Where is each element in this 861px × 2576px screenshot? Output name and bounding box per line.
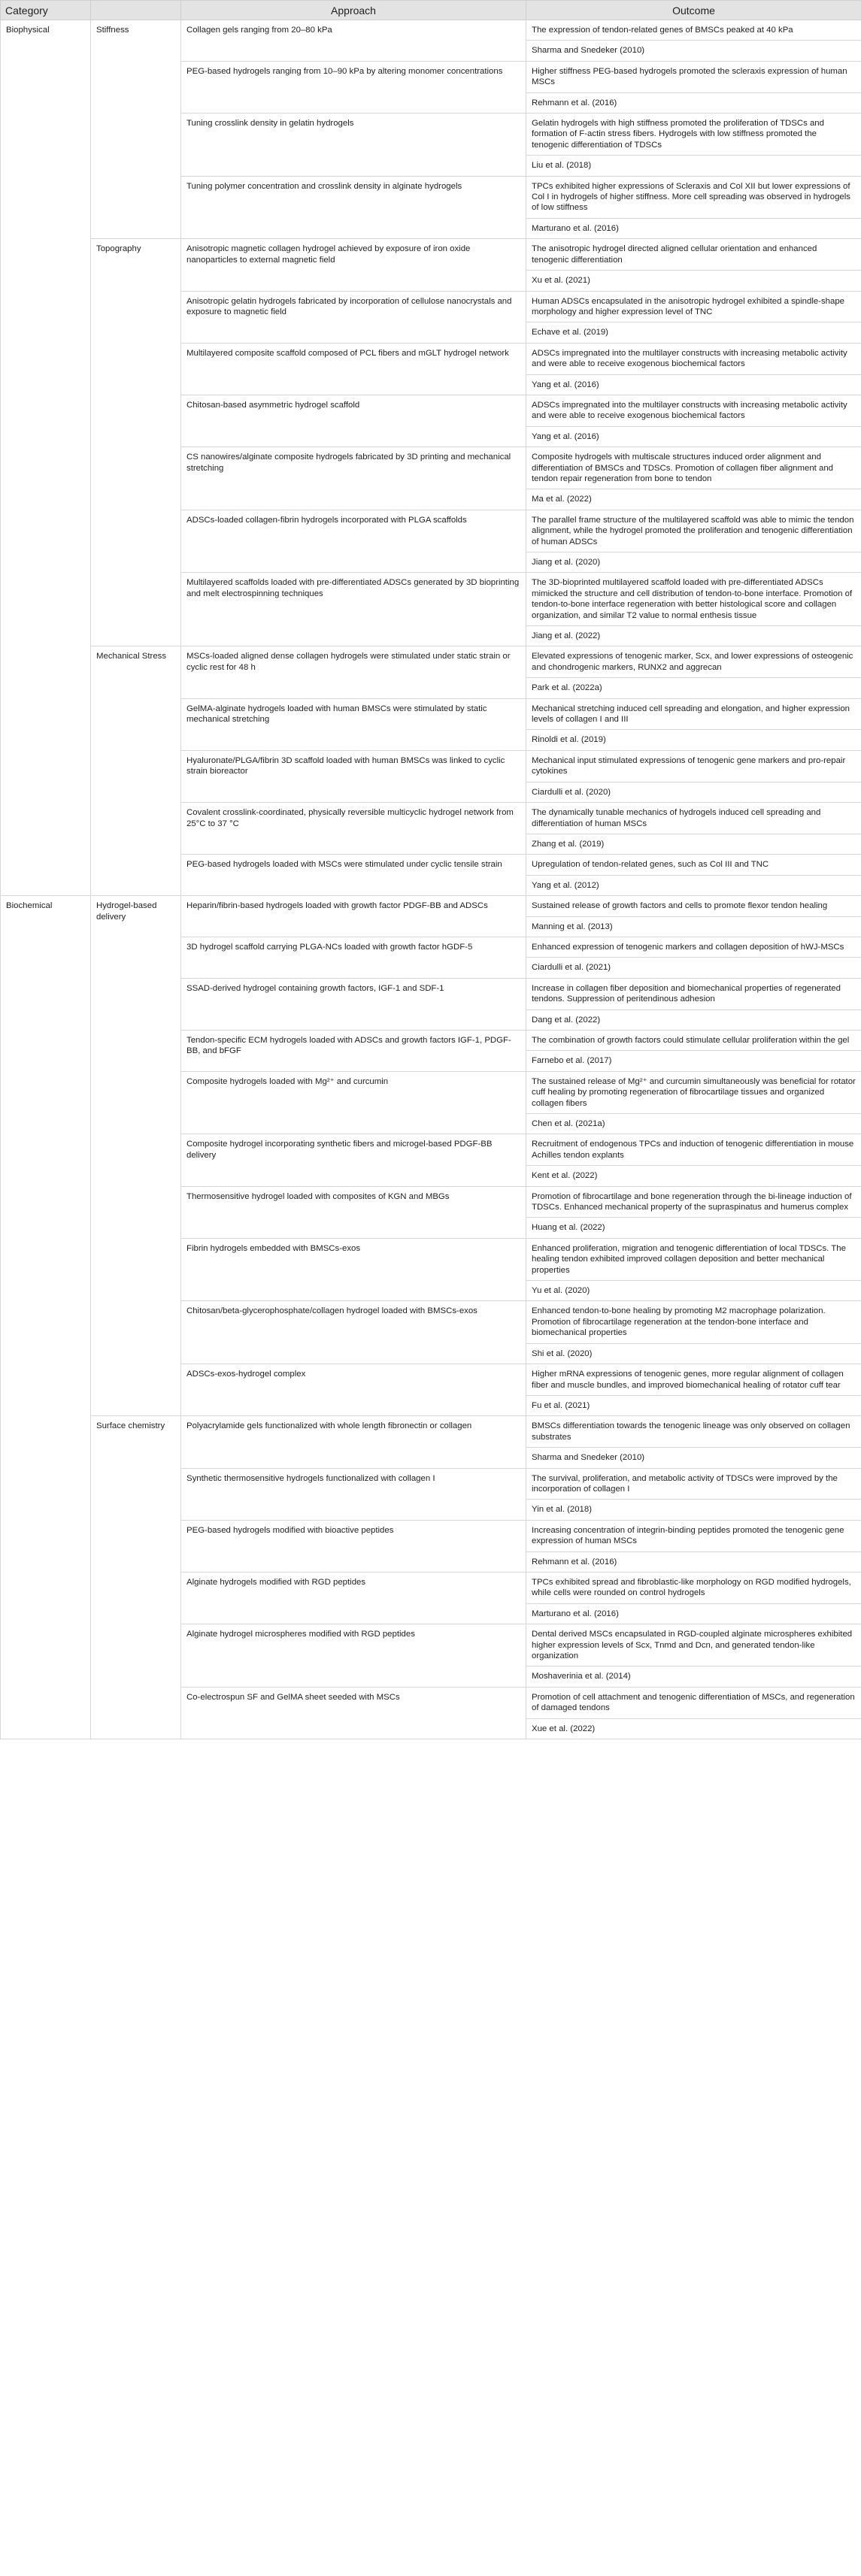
table-row <box>1 1520 861 1572</box>
reference-link[interactable]: Ciardulli et al. (2020) <box>526 782 861 802</box>
table-row <box>1 573 861 646</box>
table-row <box>1 896 861 937</box>
approach-cell: CS nanowires/alginate composite hydrogels fabricated by 3D printing and mechanical stretching <box>181 447 526 510</box>
outcome-text: Recruitment of endogenous TPCs and induction of tenogenic differentiation in mouse Achilles tendon explants <box>532 1140 854 1160</box>
reference-link[interactable]: Fu et al. (2021) <box>526 1395 861 1415</box>
approach-cell: SSAD-derived hydrogel containing growth factors, IGF-1 and SDF-1 <box>181 978 526 1030</box>
outcome-cell <box>526 1624 861 1688</box>
approach-cell: Chitosan/beta-glycerophosphate/collagen hydrogel loaded with BMSCs-exos <box>181 1301 526 1364</box>
outcome-cell <box>526 1238 861 1301</box>
reference-link[interactable]: Marturano et al. (2016) <box>526 218 861 238</box>
outcome-text: Dental derived MSCs encapsulated in RGD-coupled alginate microspheres exhibited higher expression levels of Scx, Tnmd and Dcn, and generated tendon-like organization <box>532 1630 853 1660</box>
table-row <box>1 750 861 802</box>
table-row <box>1 343 861 395</box>
outcome-text: The 3D-bioprinted multilayered scaffold loaded with pre-differentiated ADSCs mimicked the structure and cell distribution of tendon-to-bone interface. Promotion of tendon-to-bone interface regeneration with better histological score and collagen organization, and similar T2 value to normal enthesis tissue <box>532 578 853 620</box>
reference-link[interactable]: Ciardulli et al. (2021) <box>526 957 861 977</box>
approach-cell: Covalent crosslink-coordinated, physically reversible multicyclic hydrogel network from 25°C to 37 °C <box>181 803 526 855</box>
reference-link[interactable]: Farnebo et al. (2017) <box>526 1050 861 1070</box>
outcome-text: Promotion of fibrocartilage and bone regeneration through the bi-lineage induction of TDSCs. Enhanced mechanical property of the supraspinatus and humerus complex <box>532 1191 852 1212</box>
table-row <box>1 395 861 446</box>
outcome-text: Mechanical input stimulated expressions of tenogenic gene markers and pro-repair cytokines <box>532 755 846 776</box>
subcategory-cell <box>91 698 181 750</box>
reference-link[interactable]: Rehmann et al. (2016) <box>526 1551 861 1572</box>
table-row <box>1 114 861 177</box>
outcome-cell <box>526 1468 861 1520</box>
category-cell <box>1 1520 91 1572</box>
header-outcome: Outcome <box>526 1 861 20</box>
table-row <box>1 803 861 855</box>
approach-cell: Chitosan-based asymmetric hydrogel scaffold <box>181 395 526 446</box>
table-header-row <box>1 1 861 20</box>
reference-link[interactable]: Sharma and Snedeker (2010) <box>526 1447 861 1467</box>
outcome-cell <box>526 978 861 1030</box>
reference-link[interactable]: Moshaverinia et al. (2014) <box>526 1666 861 1686</box>
outcome-cell <box>526 1301 861 1364</box>
category-cell: Biophysical <box>1 20 91 62</box>
category-cell <box>1 937 91 978</box>
outcome-text: The dynamically tunable mechanics of hydrogels induced cell spreading and differentiation of human MSCs <box>532 808 821 828</box>
subcategory-cell <box>91 750 181 802</box>
outcome-cell <box>526 1520 861 1572</box>
approach-cell: Thermosensitive hydrogel loaded with composites of KGN and MBGs <box>181 1186 526 1238</box>
category-cell <box>1 291 91 343</box>
outcome-text: The parallel frame structure of the multilayered scaffold was able to mimic the tendon alignment, while the hydrogel promoted the proliferation and tenogenic differentiation of human ADSCs <box>532 515 854 546</box>
category-cell <box>1 239 91 291</box>
reference-link[interactable]: Shi et al. (2020) <box>526 1343 861 1364</box>
category-cell <box>1 646 91 698</box>
category-cell <box>1 447 91 510</box>
outcome-text: Gelatin hydrogels with high stiffness promoted the proliferation of TDSCs and formation of F-actin stress fibers. Hydrogels with low stiffness promoted the tenogenic differentiation of TDSCs <box>532 119 824 150</box>
approach-cell: Hyaluronate/PLGA/fibrin 3D scaffold loaded with human BMSCs was linked to cyclic strain bioreactor <box>181 750 526 802</box>
outcome-cell <box>526 447 861 510</box>
outcome-text: Mechanical stretching induced cell spreading and elongation, and higher expression levels of collagen I and III <box>532 704 850 725</box>
category-cell <box>1 510 91 573</box>
outcome-text: Higher stiffness PEG-based hydrogels promoted the scleraxis expression of human MSCs <box>532 66 847 87</box>
outcome-text: ADSCs impregnated into the multilayer constructs with increasing metabolic activity and were able to receive exogenous biochemical factors <box>532 400 847 421</box>
outcome-cell <box>526 1572 861 1624</box>
outcome-text: The combination of growth factors could stimulate cellular proliferation within the gel <box>532 1035 850 1045</box>
outcome-cell <box>526 1416 861 1468</box>
approach-cell: Tuning polymer concentration and crosslink density in alginate hydrogels <box>181 176 526 239</box>
table-row <box>1 646 861 698</box>
table-row <box>1 510 861 573</box>
outcome-cell <box>526 750 861 802</box>
subcategory-cell <box>91 1364 181 1416</box>
reference-link[interactable]: Xue et al. (2022) <box>526 1718 861 1739</box>
approach-cell: Alginate hydrogel microspheres modified with RGD peptides <box>181 1624 526 1688</box>
table-row <box>1 1624 861 1688</box>
category-cell <box>1 1071 91 1134</box>
subcategory-cell <box>91 855 181 896</box>
outcome-text: TPCs exhibited spread and fibroblastic-like morphology on RGD modified hydrogels, while cells were rounded on control hydrogels <box>532 1577 851 1598</box>
reference-link[interactable]: Sharma and Snedeker (2010) <box>526 40 861 60</box>
table-row <box>1 1572 861 1624</box>
subcategory-cell <box>91 176 181 239</box>
subcategory-cell <box>91 343 181 395</box>
outcome-text: Upregulation of tendon-related genes, such as Col III and TNC <box>532 860 769 870</box>
table-row <box>1 61 861 113</box>
outcome-cell <box>526 573 861 646</box>
reference-link[interactable]: Manning et al. (2013) <box>526 916 861 937</box>
outcome-cell <box>526 343 861 395</box>
outcome-cell <box>526 803 861 855</box>
subcategory-cell <box>91 1071 181 1134</box>
subcategory-cell <box>91 1030 181 1071</box>
category-cell <box>1 750 91 802</box>
outcome-text: Enhanced proliferation, migration and tenogenic differentiation of local TDSCs. The healing tendon exhibited improved collagen deposition and better mechanical properties <box>532 1243 846 1275</box>
table-row <box>1 1416 861 1468</box>
subcategory-cell <box>91 1572 181 1624</box>
reference-link[interactable]: Rehmann et al. (2016) <box>526 92 861 113</box>
outcome-cell <box>526 1071 861 1134</box>
subcategory-cell <box>91 1238 181 1301</box>
outcome-cell <box>526 1364 861 1416</box>
outcome-text: BMSCs differentiation towards the tenogenic lineage was only observed on collagen substrates <box>532 1421 850 1442</box>
approach-cell: Multilayered composite scaffold composed of PCL fibers and mGLT hydrogel network <box>181 343 526 395</box>
outcome-text: The survival, proliferation, and metabolic activity of TDSCs were improved by the incorporation of collagen I <box>532 1473 838 1494</box>
outcome-text: Enhanced tendon-to-bone healing by promoting M2 macrophage polarization. Promotion of fibrocartilage regeneration at the tendon-bone interface and biomechanical properties <box>532 1306 826 1338</box>
reference-link[interactable]: Kent et al. (2022) <box>526 1165 861 1185</box>
table-body <box>1 20 861 1739</box>
outcome-cell <box>526 1687 861 1739</box>
subcategory-cell <box>91 1301 181 1364</box>
outcome-cell <box>526 1186 861 1238</box>
category-cell <box>1 1134 91 1186</box>
header-subcategory <box>91 1 181 20</box>
table-row <box>1 1071 861 1134</box>
outcome-text: TPCs exhibited higher expressions of Scleraxis and Col XII but lower expressions of Col I in hydrogels of higher stiffness. More cell spreading was observed in hydrogels of low stiffness <box>532 181 850 213</box>
category-cell <box>1 1624 91 1688</box>
approach-cell: Heparin/fibrin-based hydrogels loaded with growth factor PDGF-BB and ADSCs <box>181 896 526 937</box>
subcategory-cell <box>91 1624 181 1688</box>
category-cell <box>1 1468 91 1520</box>
outcome-text: The anisotropic hydrogel directed aligned cellular orientation and enhanced tenogenic differentiation <box>532 244 817 265</box>
category-cell <box>1 1238 91 1301</box>
subcategory-cell <box>91 573 181 646</box>
subcategory-cell <box>91 1520 181 1572</box>
subcategory-cell: Hydrogel-based delivery <box>91 896 181 937</box>
reference-link[interactable]: Huang et al. (2022) <box>526 1217 861 1237</box>
subcategory-cell <box>91 803 181 855</box>
reference-link[interactable]: Yang et al. (2016) <box>526 426 861 446</box>
approach-cell: Anisotropic gelatin hydrogels fabricated by incorporation of cellulose nanocrystals and exposure to magnetic field <box>181 291 526 343</box>
reference-link[interactable]: Rinoldi et al. (2019) <box>526 729 861 749</box>
category-cell <box>1 855 91 896</box>
table-row <box>1 1030 861 1071</box>
outcome-cell <box>526 1030 861 1071</box>
approach-cell: Collagen gels ranging from 20–80 kPa <box>181 20 526 62</box>
outcome-text: Sustained release of growth factors and cells to promote flexor tendon healing <box>532 901 828 911</box>
outcome-text: The sustained release of Mg²⁺ and curcumin simultaneously was beneficial for rotator cuff healing by promoting regeneration of fibrocartilage tissues and organized collagen fibers <box>532 1076 856 1108</box>
outcome-text: Human ADSCs encapsulated in the anisotropic hydrogel exhibited a spindle-shape morphology and higher expression level of TNC <box>532 296 845 316</box>
table-row <box>1 1301 861 1364</box>
category-cell <box>1 1186 91 1238</box>
outcome-text: Enhanced expression of tenogenic markers and collagen deposition of hWJ-MSCs <box>532 942 844 952</box>
subcategory-cell <box>91 61 181 113</box>
category-cell <box>1 176 91 239</box>
outcome-text: Promotion of cell attachment and tenogenic differentiation of MSCs, and regeneration of damaged tendons <box>532 1692 855 1713</box>
table-row <box>1 1186 861 1238</box>
outcome-cell <box>526 61 861 113</box>
category-cell <box>1 343 91 395</box>
outcome-text: ADSCs impregnated into the multilayer constructs with increasing metabolic activity and were able to receive exogenous biochemical factors <box>532 348 847 369</box>
outcome-cell <box>526 239 861 291</box>
reference-link[interactable]: Echave et al. (2019) <box>526 322 861 342</box>
subcategory-cell <box>91 1186 181 1238</box>
subcategory-cell <box>91 1134 181 1186</box>
table-row <box>1 698 861 750</box>
subcategory-cell <box>91 114 181 177</box>
reference-link[interactable]: Yin et al. (2018) <box>526 1499 861 1519</box>
outcome-cell <box>526 291 861 343</box>
category-cell <box>1 1030 91 1071</box>
table-row <box>1 1238 861 1301</box>
approach-cell: PEG-based hydrogels loaded with MSCs were stimulated under cyclic tensile strain <box>181 855 526 896</box>
outcome-cell <box>526 937 861 978</box>
category-cell <box>1 698 91 750</box>
reference-link[interactable]: Marturano et al. (2016) <box>526 1603 861 1624</box>
table-row <box>1 937 861 978</box>
outcome-cell <box>526 20 861 62</box>
subcategory-cell <box>91 1468 181 1520</box>
category-cell <box>1 573 91 646</box>
reference-link[interactable]: Park et al. (2022a) <box>526 677 861 698</box>
reference-link[interactable]: Yang et al. (2016) <box>526 374 861 395</box>
outcome-text: Increase in collagen fiber deposition and biomechanical properties of regenerated tendons. Suppression of peritendinous adhesion <box>532 983 841 1004</box>
approach-cell: Co-electrospun SF and GelMA sheet seeded with MSCs <box>181 1687 526 1739</box>
subcategory-cell <box>91 978 181 1030</box>
subcategory-cell: Surface chemistry <box>91 1416 181 1468</box>
subcategory-cell <box>91 510 181 573</box>
outcome-cell <box>526 510 861 573</box>
reference-link[interactable]: Yu et al. (2020) <box>526 1280 861 1300</box>
outcome-text: Composite hydrogels with multiscale structures induced order alignment and differentiation of BMSCs and TDSCs. Promotion of collagen fiber alignment and tendon repair regeneration from bone to tendon <box>532 453 833 483</box>
approach-cell: Composite hydrogel incorporating synthetic fibers and microgel-based PDGF-BB delivery <box>181 1134 526 1186</box>
category-cell <box>1 1572 91 1624</box>
reference-link[interactable]: Liu et al. (2018) <box>526 155 861 175</box>
table-row <box>1 1134 861 1186</box>
reference-link[interactable]: Zhang et al. (2019) <box>526 834 861 854</box>
outcome-cell <box>526 698 861 750</box>
approach-cell: Fibrin hydrogels embedded with BMSCs-exos <box>181 1238 526 1301</box>
outcome-cell <box>526 855 861 896</box>
approach-cell: PEG-based hydrogels modified with bioactive peptides <box>181 1520 526 1572</box>
table-row <box>1 20 861 62</box>
subcategory-cell: Mechanical Stress <box>91 646 181 698</box>
outcome-text: Increasing concentration of integrin-binding peptides promoted the tenogenic gene expression of human MSCs <box>532 1525 844 1546</box>
reference-link[interactable]: Ma et al. (2022) <box>526 489 861 509</box>
approach-cell: Composite hydrogels loaded with Mg²⁺ and curcumin <box>181 1071 526 1134</box>
approach-cell: Polyacrylamide gels functionalized with whole length fibronectin or collagen <box>181 1416 526 1468</box>
table-row <box>1 1468 861 1520</box>
approach-cell: ADSCs-loaded collagen-fibrin hydrogels incorporated with PLGA scaffolds <box>181 510 526 573</box>
category-cell: Biochemical <box>1 896 91 937</box>
reference-link[interactable]: Chen et al. (2021a) <box>526 1113 861 1134</box>
approach-cell: PEG-based hydrogels ranging from 10–90 kPa by altering monomer concentrations <box>181 61 526 113</box>
table-row <box>1 176 861 239</box>
approach-cell: MSCs-loaded aligned dense collagen hydrogels were stimulated under static strain or cyclic rest for 48 h <box>181 646 526 698</box>
reference-link[interactable]: Jiang et al. (2020) <box>526 552 861 572</box>
approach-cell: 3D hydrogel scaffold carrying PLGA-NCs loaded with growth factor hGDF-5 <box>181 937 526 978</box>
header-approach: Approach <box>181 1 526 20</box>
category-cell <box>1 61 91 113</box>
outcome-cell <box>526 646 861 698</box>
subcategory-cell: Topography <box>91 239 181 291</box>
reference-link[interactable]: Yang et al. (2012) <box>526 875 861 895</box>
subcategory-cell <box>91 1687 181 1739</box>
category-cell <box>1 1416 91 1468</box>
table-row <box>1 978 861 1030</box>
table-row <box>1 447 861 510</box>
subcategory-cell <box>91 447 181 510</box>
header-category: Category <box>1 1 91 20</box>
approach-cell: Tuning crosslink density in gelatin hydrogels <box>181 114 526 177</box>
category-cell <box>1 395 91 446</box>
table-row <box>1 1364 861 1416</box>
category-cell <box>1 1687 91 1739</box>
approach-cell: ADSCs-exos-hydrogel complex <box>181 1364 526 1416</box>
category-cell <box>1 978 91 1030</box>
table-row <box>1 239 861 291</box>
subcategory-cell <box>91 395 181 446</box>
table-row <box>1 1687 861 1739</box>
category-cell <box>1 1301 91 1364</box>
reference-link[interactable]: Xu et al. (2021) <box>526 270 861 290</box>
outcome-cell <box>526 395 861 446</box>
table-row <box>1 291 861 343</box>
subcategory-cell <box>91 937 181 978</box>
category-cell <box>1 114 91 177</box>
outcome-cell <box>526 1134 861 1186</box>
reference-link[interactable]: Jiang et al. (2022) <box>526 625 861 646</box>
subcategory-cell <box>91 291 181 343</box>
outcome-text: The expression of tendon-related genes of BMSCs peaked at 40 kPa <box>532 26 793 35</box>
table-row <box>1 855 861 896</box>
subcategory-cell: Stiffness <box>91 20 181 62</box>
approach-cell: GelMA-alginate hydrogels loaded with human BMSCs were stimulated by static mechanical stretching <box>181 698 526 750</box>
outcome-cell <box>526 114 861 177</box>
approach-cell: Tendon-specific ECM hydrogels loaded with ADSCs and growth factors IGF-1, PDGF-BB, and bFGF <box>181 1030 526 1071</box>
approach-cell: Alginate hydrogels modified with RGD peptides <box>181 1572 526 1624</box>
outcome-cell <box>526 896 861 937</box>
approach-cell: Multilayered scaffolds loaded with pre-differentiated ADSCs generated by 3D bioprinting and melt electrospinning techniques <box>181 573 526 646</box>
reference-link[interactable]: Dang et al. (2022) <box>526 1010 861 1030</box>
approach-cell: Synthetic thermosensitive hydrogels functionalized with collagen I <box>181 1468 526 1520</box>
category-cell <box>1 1364 91 1416</box>
approach-cell: Anisotropic magnetic collagen hydrogel achieved by exposure of iron oxide nanoparticles to external magnetic field <box>181 239 526 291</box>
category-cell <box>1 803 91 855</box>
outcome-text: Elevated expressions of tenogenic marker, Scx, and lower expressions of osteogenic and chondrogenic markers, RUNX2 and aggrecan <box>532 652 853 672</box>
outcome-cell <box>526 176 861 239</box>
outcome-text: Higher mRNA expressions of tenogenic genes, more regular alignment of collagen fiber and muscle bundles, and improved biomechanical healing of rotator cuff tear <box>532 1370 844 1390</box>
